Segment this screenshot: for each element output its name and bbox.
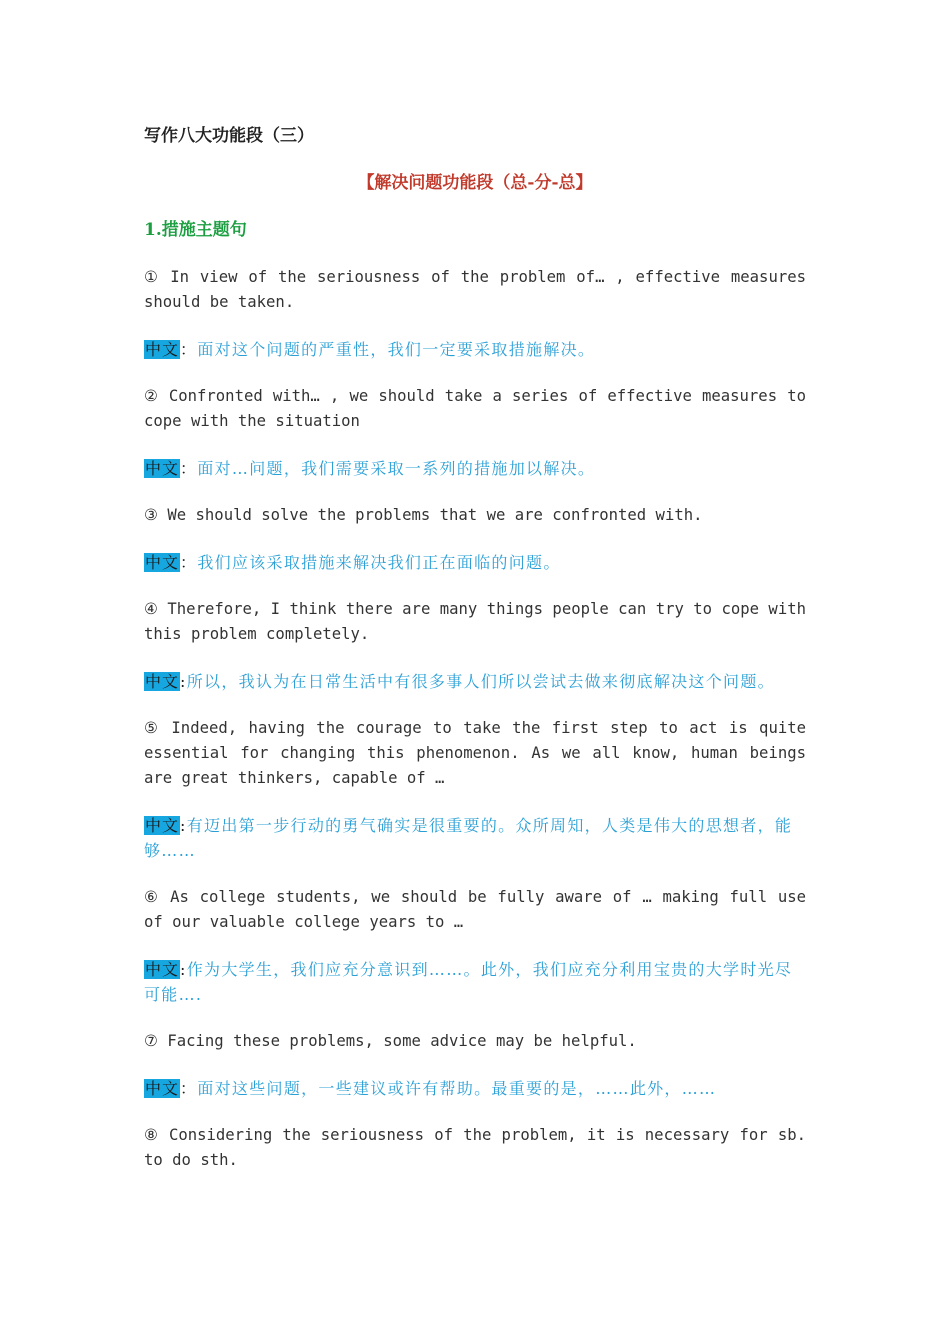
phrase-item: [144, 716, 806, 863]
chinese-tag: 中文: [145, 960, 180, 979]
chinese-text: 有迈出第一步行动的勇气确实是很重要的。众所周知，人类是伟大的思想者，能够……: [144, 816, 793, 860]
english-sentence: ② Confronted with… , we should take a series of effective measures to cope with the situation: [144, 387, 806, 430]
chinese-translation: [144, 957, 806, 1007]
tag-colon: ：: [180, 459, 198, 478]
phrase-list: [144, 265, 806, 1173]
tag-colon: ：: [180, 340, 198, 359]
english-sentence: ⑤ Indeed, having the courage to take the first step to act is quite essential for changing this phenomenon. As we all know, human beings are great thinkers, capable of …: [144, 719, 806, 787]
english-sentence: ⑧ Considering the seriousness of the problem, it is necessary for sb. to do sth.: [144, 1126, 806, 1169]
sub-heading: 1.措施主题句: [144, 220, 247, 240]
tag-colon: :: [180, 672, 187, 691]
tag-colon: :: [180, 960, 187, 979]
chinese-text: 面对这些问题，一些建议或许有帮助。最重要的是，……此外，……: [197, 1079, 717, 1098]
section-title: 【解决问题功能段（总-分-总】: [357, 173, 593, 193]
chinese-translation: [144, 1076, 806, 1101]
chinese-text: 面对这个问题的严重性，我们一定要采取措施解决。: [197, 340, 596, 359]
chinese-text: 我们应该采取措施来解决我们正在面临的问题。: [197, 553, 561, 572]
phrase-item: [144, 1029, 806, 1101]
english-sentence: ⑦ Facing these problems, some advice may be helpful.: [144, 1032, 637, 1050]
chinese-translation: [144, 337, 806, 362]
chinese-text: 面对…问题，我们需要采取一系列的措施加以解决。: [197, 459, 596, 478]
document-page: [144, 124, 806, 1173]
phrase-item: [144, 885, 806, 1007]
chinese-tag: 中文: [145, 672, 180, 691]
phrase-item: [144, 503, 806, 575]
chinese-translation: [144, 813, 806, 863]
chinese-translation: [144, 456, 806, 481]
chinese-translation: [144, 550, 806, 575]
chinese-tag: 中文: [145, 1079, 180, 1098]
chinese-text: 作为大学生，我们应充分意识到……。此外，我们应充分利用宝贵的大学时光尽可能….: [144, 960, 793, 1004]
tag-colon: ：: [180, 553, 198, 572]
chinese-translation: [144, 669, 806, 694]
phrase-item: [144, 1123, 806, 1173]
english-sentence: ③ We should solve the problems that we are confronted with.: [144, 506, 703, 524]
chinese-tag: 中文: [145, 553, 180, 572]
tag-colon: ：: [180, 1079, 198, 1098]
chinese-text: 所以，我认为在日常生活中有很多事人们所以尝试去做来彻底解决这个问题。: [186, 672, 775, 691]
phrase-item: [144, 384, 806, 481]
english-sentence: ① In view of the seriousness of the problem of… , effective measures should be taken.: [144, 268, 806, 311]
tag-colon: :: [180, 816, 187, 835]
english-sentence: ④ Therefore, I think there are many things people can try to cope with this problem completely.: [144, 600, 806, 643]
chinese-tag: 中文: [145, 340, 180, 359]
chinese-tag: 中文: [145, 459, 180, 478]
phrase-item: [144, 265, 806, 362]
phrase-item: [144, 597, 806, 694]
chinese-tag: 中文: [145, 816, 180, 835]
english-sentence: ⑥ As college students, we should be fully aware of … making full use of our valuable college years to …: [144, 888, 806, 931]
document-title: 写作八大功能段（三）: [144, 126, 314, 146]
